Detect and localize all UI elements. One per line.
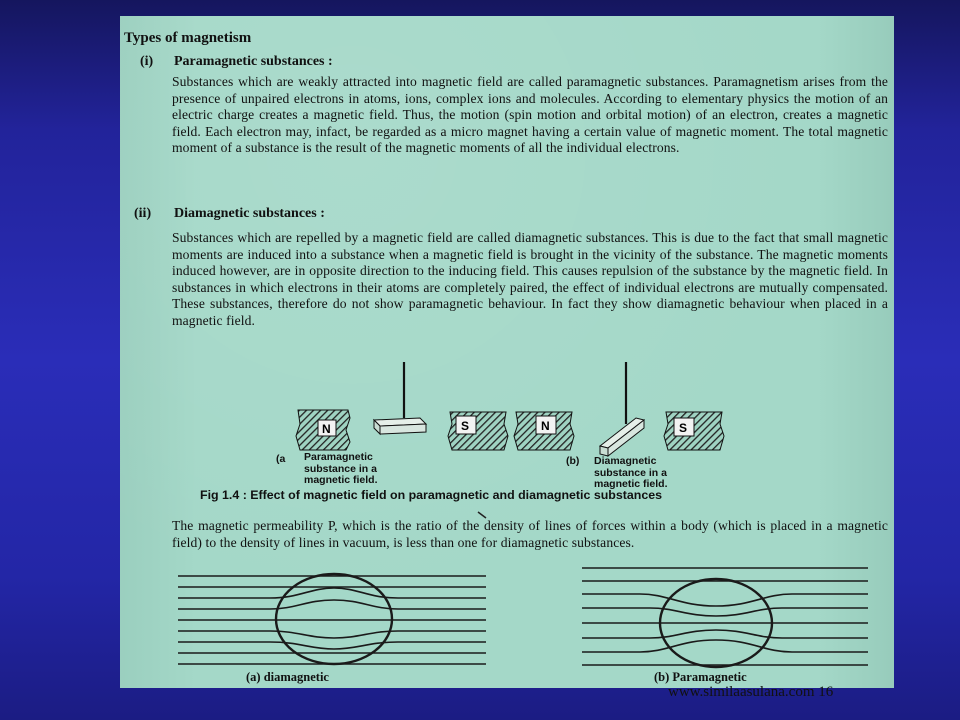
section-title: Diamagnetic substances : [174,206,325,221]
field-label-diamagnetic: (a) diamagnetic [246,670,329,684]
paramagnetic-paragraph: Substances which are weakly attracted into magnetic field are called paramagnetic substances. Paramagnetism arises from the presence of unpaired electrons in atoms, ions, complex ions and molecules. According to elementary physics the motion of an electric charge creates a magnetic field. Thus, the motion (spin motion and orbital motion) of an electron, creates a magnetic field. Each electron may, infact, be regarded as a micro magnet having a certain value of magnetic moment. The total magnetic moment of a substance is the result of the magnetic moments of all the individual electrons. [172,74,888,156]
pole-label-n-left: N [322,422,331,436]
figure-label-b: Diamagnetic substance in a magnetic field. [594,455,668,490]
permeability-paragraph: The magnetic permeability P, which is the ratio of the density of lines of forces within a body (which is placed in a magnetic field) to the density of lines in vacuum, is less than one for diamagnetic substances. [172,518,888,550]
diamagnetic-field-diagram [178,574,486,664]
section-number: (i) [140,54,154,69]
figure-caption: Fig 1.4 : Effect of magnetic field on paramagnetic and diamagnetic substances [200,488,662,502]
pole-label-n-right: N [541,419,550,433]
field-label-paramagnetic: (b) Paramagnetic [654,670,747,684]
field-lines-diagrams [120,16,894,688]
section-number: (ii) [134,206,152,221]
page-title: Types of magnetism [124,30,252,46]
slide-footer: www.similaasulana.com 16 [668,684,834,700]
pole-label-s-right: S [679,421,688,435]
figure-label-a-tag: (a [276,453,286,465]
scanned-page [120,16,894,688]
pole-label-s-left: S [461,419,470,433]
section-title: Paramagnetic substances : [174,54,333,69]
figure-label-b-tag: (b) [566,455,580,467]
diamagnetic-paragraph: Substances which are repelled by a magnetic field are called diamagnetic substances. This is due to the fact that small magnetic moments are induced into a substance when a magnetic field is brought in the vicinity of the substance. The magnetic moments induced however, are in opposite direction to the inducing field. This causes repulsion of the substance by the magnetic field. In substances in which electrons in their atoms are completely paired, the effect of individual electrons are mutually compensated. These substances, therefore do not show paramagnetic behaviour. In fact they show diamagnetic behaviour when placed in a magnetic field. [172,230,888,328]
paramagnetic-field-diagram [582,568,868,667]
figure-label-a: Paramagnetic substance in a magnetic field. [304,451,378,486]
